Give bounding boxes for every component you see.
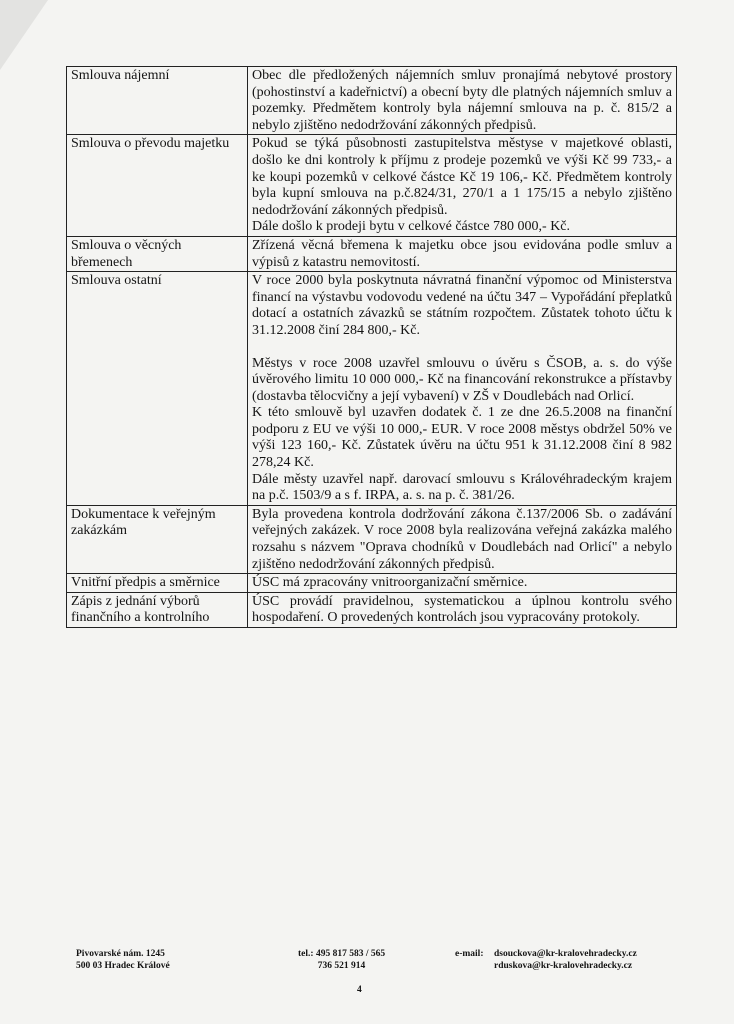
audit-table xyxy=(66,66,677,628)
table-row xyxy=(67,592,677,627)
email-address: rduskova@kr-kralovehradecky.cz xyxy=(494,961,633,971)
row-content xyxy=(248,135,677,237)
paragraph: Městys v roce 2008 uzavřel smlouvu o úvěru s ČSOB, a. s. do výše úvěrového limitu 10 000 000,- Kč na financování rekonstrukce a přístavby (dostavba tělocvičny a její vybavení) v ZŠ v Doudlebách nad Orlicí. xyxy=(252,355,676,404)
table-row xyxy=(67,236,677,271)
page-number: 4 xyxy=(357,985,362,995)
row-content xyxy=(248,505,677,573)
row-label: Smlouva nájemní xyxy=(67,67,248,135)
phone-number: 736 521 914 xyxy=(317,961,366,971)
table-row xyxy=(67,505,677,573)
table-row xyxy=(67,272,677,506)
phone-line xyxy=(298,948,385,960)
footer-email xyxy=(494,948,637,972)
phone-label: tel.: xyxy=(298,949,314,959)
address-line: 500 03 Hradec Králové xyxy=(76,961,170,971)
paragraph: Zřízená věcná břemena k majetku obce jsou evidována podle smluv a výpisů z katastru nemovitostí. xyxy=(252,237,676,270)
row-label: Dokumentace k veřejným zakázkám xyxy=(67,505,248,573)
address-line: Pivovarské nám. 1245 xyxy=(76,949,165,959)
paragraph: Pokud se týká působnosti zastupitelstva městyse v majetkové oblasti, došlo ke dni kontroly k příjmu z prodeje pozemků ve výši Kč 99 733,- a ke koupi pozemků v celkové částce Kč 19 106,- Kč. Předmětem kontroly byla kupní smlouva na p.č.824/31, 270/1 a 1 175/15 a nebylo zjištěno nedodržování zákonných předpisů. xyxy=(252,136,676,218)
table-row xyxy=(67,135,677,237)
paragraph: Obec dle předložených nájemních smluv pronajímá nebytové prostory (pohostinství a kadeřnictví) a obecní byty dle platných nájemních smluv a pozemky. Předmětem kontroly byla nájemní smlouva na p. č. 815/2 a nebylo zjištěno nedodržování zákonných předpisů. xyxy=(252,68,676,133)
row-content xyxy=(248,272,677,506)
row-content xyxy=(248,67,677,135)
paragraph: Dále došlo k prodeji bytu v celkové částce 780 000,- Kč. xyxy=(252,219,571,235)
paragraph: K této smlouvě byl uzavřen dodatek č. 1 ze dne 26.5.2008 na finanční podporu z EU ve výši 10 000,- EUR. V roce 2008 městys obdržel 50% ve výši 123 160,- Kč. Zůstatek úvěru na účtu 951 k 31.12.2008 činí 8 982 278,24 Kč. xyxy=(252,405,676,471)
email-address: dsouckova@kr-kralovehradecky.cz xyxy=(494,949,637,959)
paragraph: ÚSC má zpracovány vnitroorganizační směrnice. xyxy=(252,575,528,591)
paragraph: Byla provedena kontrola dodržování zákona č.137/2006 Sb. o zadávání veřejných zakázek. V roce 2008 byla realizována veřejná zakázka malého rozsahu s názvem "Oprava chodníků v Doudlebách nad Orlicí" a nebylo zjištěno nedodržování zákonných předpisů. xyxy=(252,506,676,572)
email-label: e-mail: xyxy=(455,949,484,959)
row-content xyxy=(248,592,677,627)
footer-phone xyxy=(298,948,385,972)
phone-number: 495 817 583 / 565 xyxy=(315,949,386,959)
table-row xyxy=(67,574,677,593)
footer-address xyxy=(76,948,170,972)
row-content xyxy=(248,574,677,593)
paragraph: ÚSC provádí pravidelnou, systematickou a úplnou kontrolu svého hospodaření. O provedených kontrolách jsou vypracovány protokoly. xyxy=(252,593,676,626)
paragraph: Dále městy uzavřel např. darovací smlouvu s Královéhradeckým krajem na p.č. 1503/9 a s f. IRPA, a. s. na p. č. 381/26. xyxy=(252,471,676,504)
row-label: Smlouva ostatní xyxy=(67,272,248,506)
row-label: Smlouva o věcných břemenech xyxy=(67,236,248,271)
row-content xyxy=(248,236,677,271)
row-label: Zápis z jednání výborů finančního a kontrolního xyxy=(67,592,248,627)
table-row xyxy=(67,67,677,135)
row-label: Vnitřní předpis a směrnice xyxy=(67,574,248,593)
paragraph: V roce 2000 byla poskytnuta návratná finanční výpomoc od Ministerstva financí na výstavbu vodovodu vedené na účtu 347 – Vypořádání přeplatků dotací a ostatních závazků se státním rozpočtem. Zůstatek tohoto účtu k 31.12.2008 činí 284 800,- Kč. xyxy=(252,273,676,338)
row-label: Smlouva o převodu majetku xyxy=(67,135,248,237)
